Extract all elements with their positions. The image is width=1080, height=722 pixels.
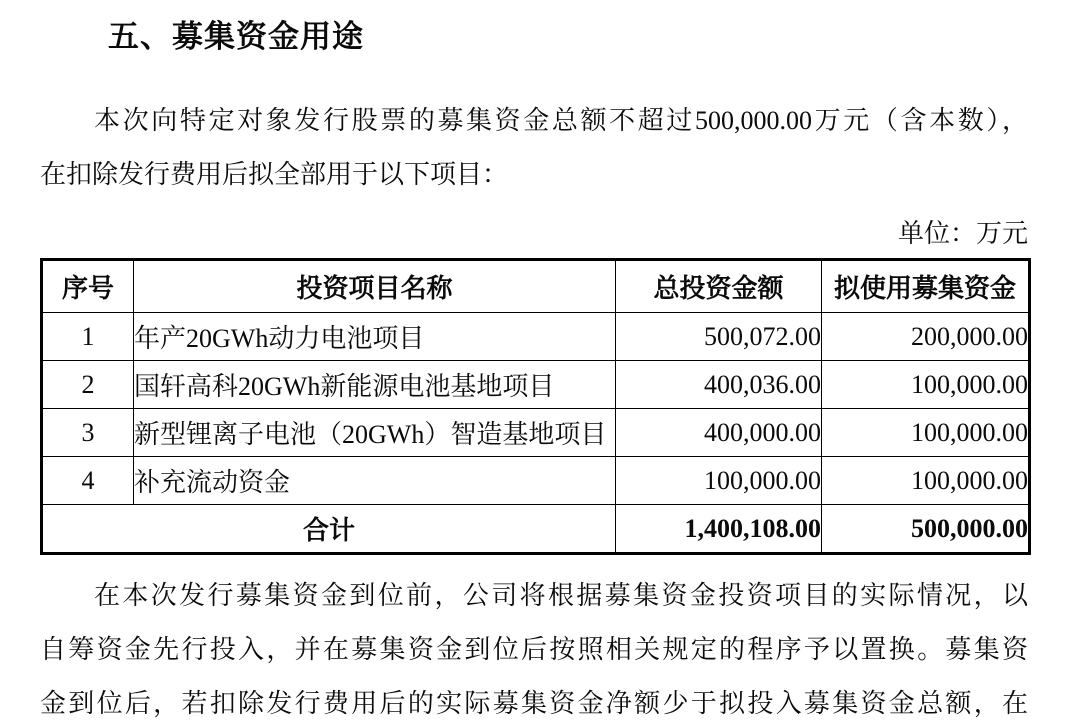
header-cell-total-investment: 总投资金额 [616,260,822,313]
paragraph-replacement-policy [40,569,1028,722]
paragraph-line: 本次向特定对象发行股票的募集资金总额不超过500,000.00万元（含本数）， [94,106,1028,135]
cell-total-investment: 100,000.00 [616,457,822,505]
paragraph-line: 金到位后，若扣除发行费用后的实际募集资金净额少于拟投入募集资金总额，在 [40,689,1028,718]
cell-total-investment: 500,072.00 [616,313,822,361]
cell-row-no: 3 [42,409,134,457]
paragraph-intro [40,94,1028,202]
header-cell-project-name: 投资项目名称 [134,260,616,313]
paragraph-line: 在扣除发行费用后拟全部用于以下项目： [40,160,509,189]
cell-total-label: 合计 [42,505,616,554]
cell-raised-funds-sum: 500,000.00 [822,505,1030,554]
cell-total-investment: 400,000.00 [616,409,822,457]
cell-project-name: 新型锂离子电池（20GWh）智造基地项目 [134,409,616,457]
cell-project-name: 补充流动资金 [134,457,616,505]
cell-total-investment-sum: 1,400,108.00 [616,505,822,554]
paragraph-line: 自筹资金先行投入，并在募集资金到位后按照相关规定的程序予以置换。募集资 [40,635,1028,664]
table-row [42,313,1030,361]
table-row [42,457,1030,505]
cell-total-investment: 400,036.00 [616,361,822,409]
table-total-row [42,505,1030,554]
unit-label: 单位：万元 [897,219,1028,248]
table-row [42,409,1030,457]
cell-raised-funds: 100,000.00 [822,457,1030,505]
table-row [42,361,1030,409]
table-header-row [42,260,1030,313]
header-cell-raised-funds: 拟使用募集资金 [822,260,1030,313]
cell-raised-funds: 100,000.00 [822,361,1030,409]
cell-row-no: 2 [42,361,134,409]
header-cell-no: 序号 [42,260,134,313]
funding-projects-table [40,258,1031,555]
section-title: 五、募集资金用途 [108,19,364,54]
paragraph-line: 在本次发行募集资金到位前，公司将根据募集资金投资项目的实际情况，以 [94,581,1028,610]
cell-row-no: 1 [42,313,134,361]
cell-project-name: 国轩高科20GWh新能源电池基地项目 [134,361,616,409]
cell-row-no: 4 [42,457,134,505]
cell-project-name: 年产20GWh动力电池项目 [134,313,616,361]
cell-raised-funds: 200,000.00 [822,313,1030,361]
cell-raised-funds: 100,000.00 [822,409,1030,457]
